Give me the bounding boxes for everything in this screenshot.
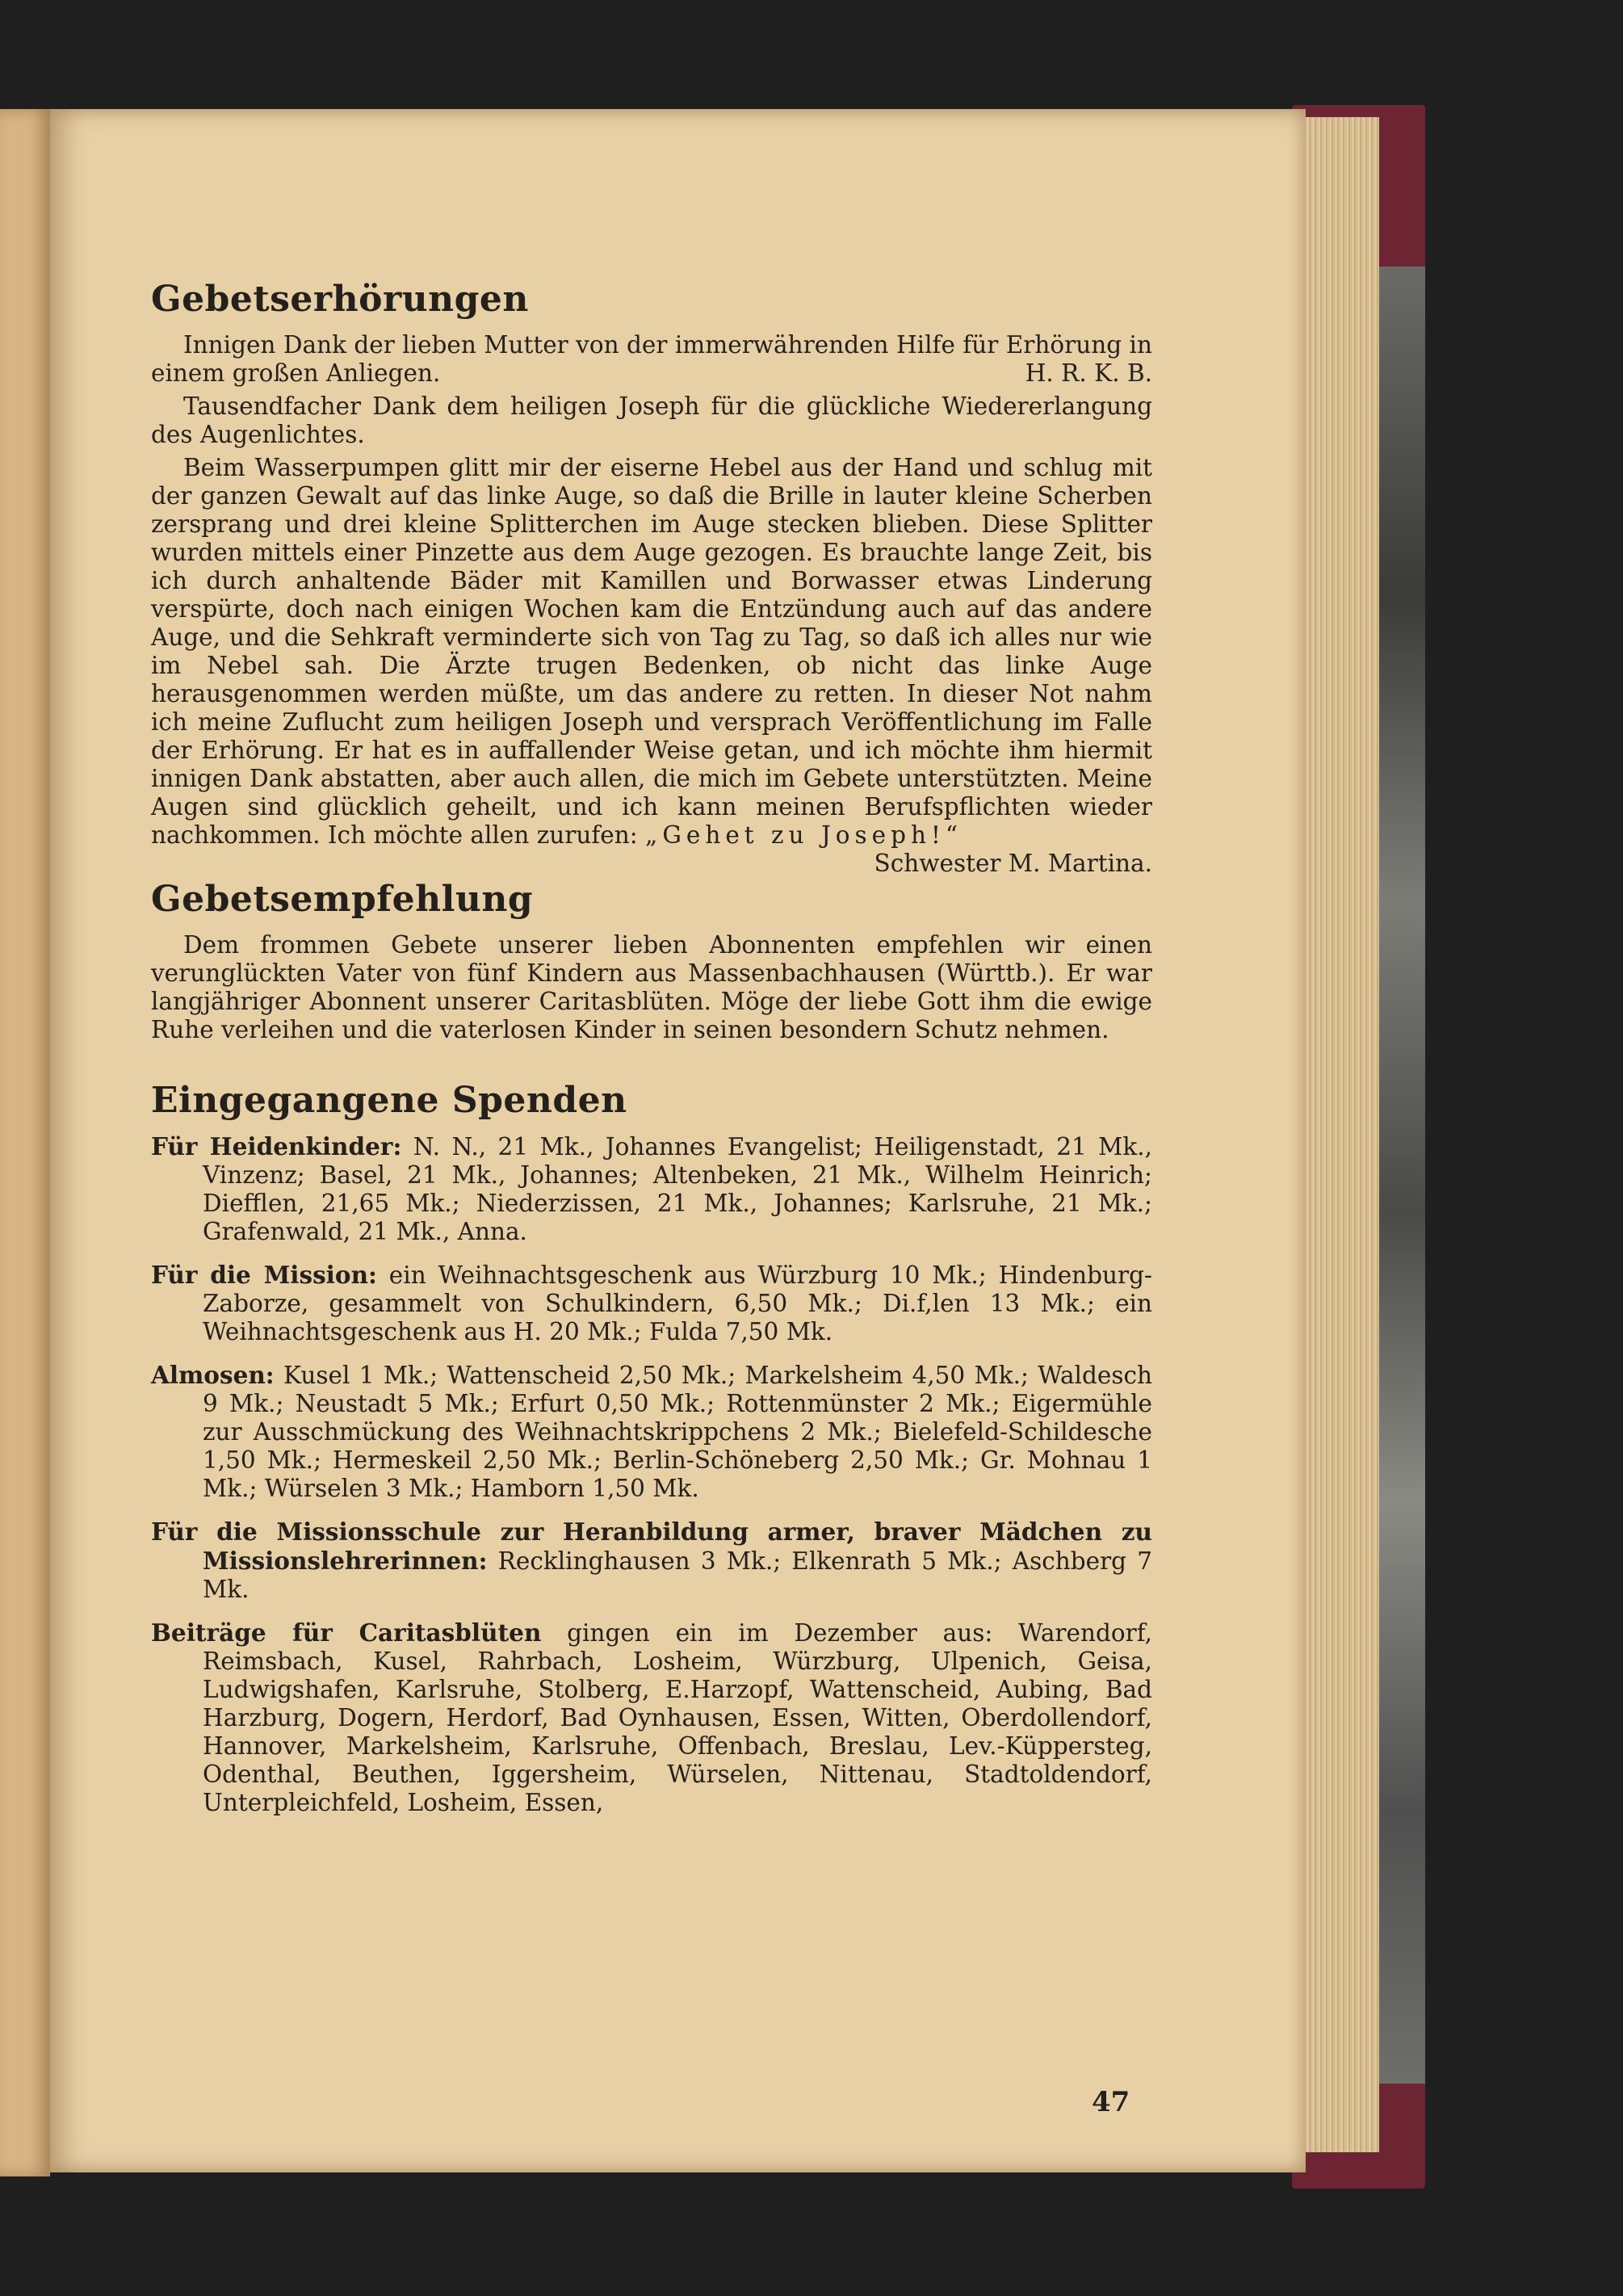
section-title: Gebetsempfehlung	[151, 879, 534, 920]
paragraph: Tausendfacher Dank dem heiligen Joseph für die glückliche Wiedererlangung des Augenlichtes.	[151, 392, 1152, 448]
paragraph	[151, 454, 1152, 877]
quote: „Gehet zu Joseph!“	[645, 821, 962, 849]
donation-text: Kusel 1 Mk.; Wattenscheid 2,50 Mk.; Markelsheim 4,50 Mk.; Waldesch 9 Mk.; Neustadt 5 Mk.; Erfurt 0,50 Mk.; Rottenmünster 2 Mk.; Eigermühle zur Ausschmückung des Weihnachtskrippchens 2 Mk.; Bielefeld-Schildesche 1,50 Mk.; Hermeskeil 2,50 Mk.; Berlin-Schöneberg 2,50 Mk.; Gr. Mohnau 1 Mk.; Würselen 3 Mk.; Hamborn 1,50 Mk.	[203, 1362, 1152, 1502]
book-page	[50, 109, 1306, 2172]
section-gebetsempfehlung	[151, 879, 1152, 1044]
donation-text: N. N., 21 Mk., Johannes Evangelist; Heiligenstadt, 21 Mk., Vinzenz; Basel, 21 Mk., Johannes; Altenbeken, 21 Mk., Wilhelm Heinrich; Diefflen, 21,65 Mk.; Niederzissen, 21 Mk., Johannes; Karlsruhe, 21 Mk.; Grafenwald, 21 Mk., Anna.	[203, 1133, 1152, 1245]
donation-label: Für die Missionsschule zur Heranbildung armer, braver Mädchen zu Missionslehrerinnen:	[151, 1517, 1152, 1575]
page-content	[151, 279, 1152, 1832]
page-edges	[1300, 117, 1379, 2152]
donation-entry	[151, 1261, 1152, 1346]
donation-label: Beiträge für Caritasblüten	[151, 1618, 542, 1647]
donation-label: Almosen:	[151, 1361, 275, 1389]
donation-text: ein Weihnachtsgeschenk aus Würzburg 10 Mk.; Hindenburg-Zaborze, gesammelt von Schulkindern, 6,50 Mk.; Di.f,len 13 Mk.; ein Weihnachtsgeschenk aus H. 20 Mk.; Fulda 7,50 Mk.	[203, 1261, 1152, 1345]
page-number: 47	[1092, 2086, 1130, 2118]
donation-entry	[151, 1361, 1152, 1503]
donation-text: Recklinghausen 3 Mk.; Elkenrath 5 Mk.; Aschberg 7 Mk.	[203, 1547, 1152, 1603]
paragraph-text: Beim Wasserpumpen glitt mir der eiserne Hebel aus der Hand und schlug mit der ganzen Gewalt auf das linke Auge, so daß die Brille in lauter kleine Scherben zersprang und drei kleine Splitterchen im Auge stecken blieben. Diese Splitter wurden mittels einer Pinzette aus dem Auge gezogen. Es brauchte lange Zeit, bis ich durch anhaltende Bäder mit Kamillen und Borwasser etwas Linderung verspürte, doch nach einigen Wochen kam die Entzündung auch auf das andere Auge, und die Sehkraft verminderte sich von Tag zu Tag, so daß ich alles nur wie im Nebel sah. Die Ärzte trugen Bedenken, ob nicht das linke Auge herausgenommen werden müßte, um das andere zu retten. In dieser Not nahm ich meine Zuflucht zum heiligen Joseph und versprach Veröffentlichung im Falle der Erhörung. Er hat es in auffallender Weise getan, und ich möchte ihm hiermit innigen Dank abstatten, aber auch allen, die mich im Gebete unterstützten. Meine Augen sind glücklich geheilt, und ich kann meinen Berufspflichten wieder nachkommen. Ich möchte allen zurufen:	[151, 454, 1152, 849]
donation-entry	[151, 1618, 1152, 1817]
donation-text: gingen ein im Dezember aus: Warendorf, Reimsbach, Kusel, Rahrbach, Losheim, Würzburg, Ulpenich, Geisa, Ludwigshafen, Karlsruhe, Stolberg, E.Harzopf, Wattenscheid, Aubing, Bad Harzburg, Dogern, Herdorf, Bad Oynhausen, Essen, Witten, Oberdollendorf, Hannover, Markelsheim, Karlsruhe, Offenbach, Breslau, Lev.-Küppersteg, Odenthal, Beuthen, Iggersheim, Würselen, Nittenau, Stadtoldendorf, Unterpleichfeld, Losheim, Essen,	[203, 1619, 1152, 1816]
section-title: Gebetserhörungen	[151, 279, 529, 320]
section-gebetserhoerungen	[151, 279, 1152, 877]
donation-label: Für Heidenkinder:	[151, 1132, 402, 1161]
section-spenden	[151, 1080, 1152, 1817]
left-page-edge	[0, 109, 50, 2176]
donation-entry	[151, 1132, 1152, 1246]
paragraph: Dem frommen Gebete unserer lieben Abonnenten empfehlen wir einen verunglückten Vater von fünf Kindern aus Massenbachhausen (Württb.). Er war langjähriger Abonnent unserer Caritasblüten. Möge der liebe Gott ihm die ewige Ruhe verleihen und die vaterlosen Kinder in seinen besondern Schutz nehmen.	[151, 931, 1152, 1043]
paragraph	[151, 331, 1152, 388]
donation-entry	[151, 1517, 1152, 1604]
signature: Schwester M. Martina.	[874, 850, 1152, 877]
cover-marble-paper	[1377, 267, 1425, 2084]
paragraph-text: Innigen Dank der lieben Mutter von der immerwährenden Hilfe für Erhörung in einem großen Anliegen.	[151, 331, 1152, 387]
signature: H. R. K. B.	[1025, 359, 1152, 387]
donation-label: Für die Mission:	[151, 1261, 377, 1289]
section-title: Eingegangene Spenden	[151, 1080, 627, 1121]
